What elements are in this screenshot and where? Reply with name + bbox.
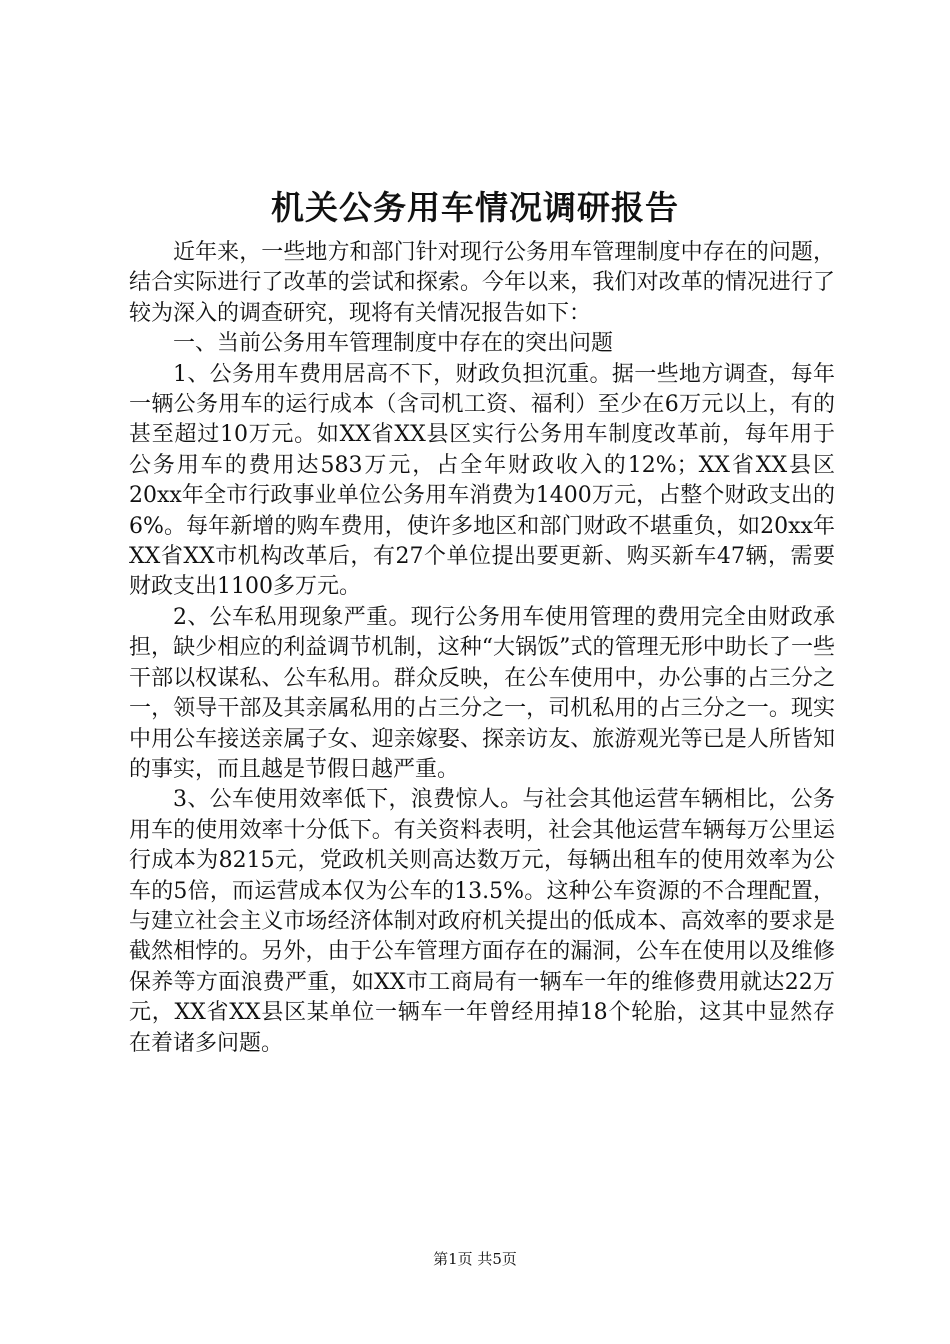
section-heading: 一、当前公务用车管理制度中存在的突出问题 (173, 331, 614, 357)
document-body (129, 238, 835, 1059)
paragraph-efficiency: 3、公车使用效率低下，浪费惊人。与社会其他运营车辆相比，公务用车的使用效率十分低下。有关资料表明，社会其他运营车辆每万公里运行成本为8215元，党政机关则高达数万元，每辆出租车的使用效率为公车的5倍，而运营成本仅为公车的13.5%。这种公车资源的不合理配置，与建立社会主义市场经济体制对政府机关提出的低成本、高效率的要求是截然相悖的。另外，由于公车管理方面存在的漏洞，公车在使用以及维修保养等方面浪费严重，如XX市工商局有一辆车一年的维修费用就达22万元，XX省XX县区某单位一辆车一年曾经用掉18个轮胎，这其中显然存在着诸多问题。 (129, 787, 835, 1056)
paragraph-private-use: 2、公车私用现象严重。现行公务用车使用管理的费用完全由财政承担，缺少相应的利益调节机制，这种“大锅饭”式的管理无形中助长了一些干部以权谋私、公车私用。群众反映，在公车使用中，办公事的占三分之一，领导干部及其亲属私用的占三分之一，司机私用的占三分之一。现实中用公车接送亲属子女、迎亲嫁娶、探亲访友、旅游观光等已是人所皆知的事实，而且越是节假日越严重。 (129, 604, 835, 782)
paragraph-intro: 近年来，一些地方和部门针对现行公务用车管理制度中存在的问题，结合实际进行了改革的尝试和探索。今年以来，我们对改革的情况进行了较为深入的调查研究，现将有关情况报告如下： (129, 240, 835, 326)
paragraph-cost: 1、公务用车费用居高不下，财政负担沉重。据一些地方调查，每年一辆公务用车的运行成本（含司机工资、福利）至少在6万元以上，有的甚至超过10万元。如XX省XX县区实行公务用车制度改革前，每年用于公务用车的费用达583万元，占全年财政收入的12%；XX省XX县区20xx年全市行政事业单位公务用车消费为1400万元，占整个财政支出的6%。每年新增的购车费用，使许多地区和部门财政不堪重负，如20xx年XX省XX市机构改革后，有27个单位提出要更新、购买新车47辆，需要财政支出1100多万元。 (129, 361, 835, 600)
page-number-footer: 第1页 共5页 (433, 1250, 517, 1268)
document-title: 机关公务用车情况调研报告 (271, 188, 679, 227)
